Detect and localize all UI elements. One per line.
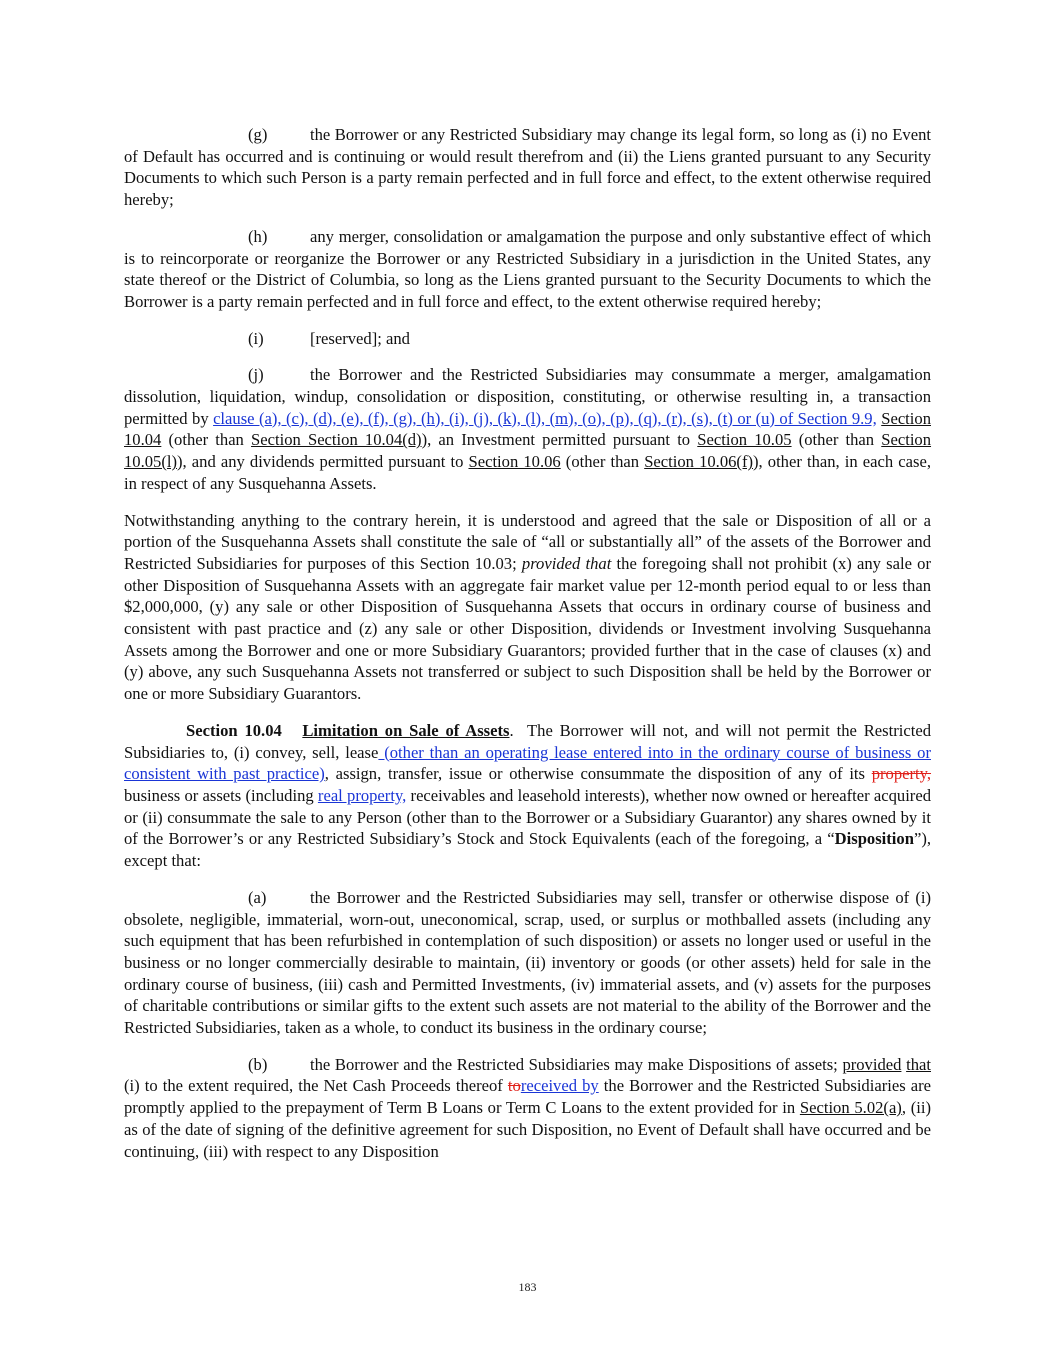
clause-text: [reserved]; and [310,328,410,348]
heading-gap [282,721,303,740]
clause-h [124,226,931,313]
section-text: ”), except that: [124,829,931,871]
section-10-04 [124,720,936,872]
clause-text: the Borrower and the Restricted Subsidiaries may sell, transfer or otherwise dispose of (i) obsolete, negligible, immaterial, worn-out, uneconomical, scrap, used, or surplus or mothballed assets (including any such equipment that has been refurbished in contemplation of such disposition) or assets no longer used or useful in the business or no longer commercially desirable to maintain, (ii) inventory or goods (or other assets) held for sale in the ordinary course of business, (iii) cash and Permitted Investments, (iv) immaterial assets, and (v) assets for the purposes of charitable contributions or similar gifts to the extent such assets are not material to the ability of the Borrower and the Restricted Subsidiaries, taken as a whole, to conduct its business in the ordinary course; [124,887,931,1038]
inserted-text[interactable]: real property, [317,785,407,805]
clause-b [124,1054,931,1163]
clause-label: (g) [248,125,268,144]
provided-term: provided [842,1054,902,1074]
clause-text: ), an Investment permitted pursuant to [421,430,698,450]
section-reference: Section 10.06 [468,452,561,472]
clause-text: (i) to the extent required, the Net Cash Proceeds thereof [124,1076,508,1096]
notwithstanding-paragraph [124,510,931,705]
section-reference: Section Section 10.04(d) [251,430,422,450]
clause-text: the Borrower and the Restricted Subsidiaries may consummate a merger, amalgamation dissolution, liquidation, windup, consolidation or disposition, constituting, or otherwise resulting in, a transaction permitted by [124,365,931,428]
clause-text: the Borrower and the Restricted Subsidiaries may make Dispositions of assets; [310,1054,843,1074]
section-reference: Section 10.06(f) [644,452,753,472]
section-reference: Section 10.05(l) [124,430,932,472]
clause-text: , (ii) as of the date of signing of the definitive agreement for such Disposition, no Event of Default shall have occurred and be continuing, (iii) with respect to any Disposition [124,1098,931,1161]
clause-label: (i) [248,328,264,348]
clause-text: (other than [791,430,882,450]
inserted-text[interactable]: (other than an operating lease entered into in the ordinary course of business or consistent with past practice) [124,742,931,784]
paragraph-text: the foregoing shall not prohibit (x) any sale or other Disposition of Susquehanna Assets with an aggregate fair market value per 12-month period equal to or less than $2,000,000, (y) any sale or other Disposition of Susquehanna Assets that occurs in ordinary course of business and consistent with past practice and (z) any sale or other Disposition, dividends or Investment involving Susquehanna Assets among the Borrower and one or more Subsidiary Guarantors; provided further that in the case of clauses (x) and (y) above, any such Susquehanna Assets not transferred or subject to such Disposition shall be held by the Borrower or one or more Subsidiary Guarantors. [124,553,931,704]
clause-label: (j) [248,365,264,385]
clause-text: the Borrower and the Restricted Subsidiaries are promptly applied to the prepayment of Term B Loans or Term C Loans to the extent provided for in [124,1076,931,1118]
clause-label: (b) [248,1054,268,1074]
section-text: receivables and leasehold interests), whether now owned or hereafter acquired or (ii) consummate the sale to any Person (other than to the Borrower or a Subsidiary Guarantor) any shares owned by it of the Borrower’s or any Restricted Subsidiary’s Stock and Stock Equivalents (each of the foregoing, a “ [124,785,931,849]
clause-i [124,328,931,350]
clause-j [124,364,931,494]
page-number: 183 [518,1280,537,1294]
section-reference: Section 10.05 [697,430,792,450]
section-reference: Section 5.02(a) [799,1098,902,1118]
clause-text: ), other than, in each case, in respect of any Susquehanna Assets. [124,452,931,493]
defined-term-disposition: Disposition [834,829,914,849]
section-number: Section 10.04 [186,720,282,740]
clause-g [124,124,931,211]
clause-a [124,887,931,1039]
section-text: . The Borrower will not, and will not permit the Restricted Subsidiaries to, (i) convey, sell, lease [124,720,936,762]
clause-text: the Borrower or any Restricted Subsidiary may change its legal form, so long as (i) no Event of Default has occurred and is continuing or would result therefrom and (ii) the Liens granted pursuant to any Security Documents to which such Person is a party remain perfected and in full force and effect, to the extent otherwise required hereby; [124,125,931,210]
deleted-text: to [507,1076,521,1096]
section-reference: Section 10.04 [124,408,931,450]
clause-text: ), and any dividends permitted pursuant to [177,452,469,472]
section-text: , assign, transfer, issue or otherwise consummate the disposition of any of its [324,764,872,784]
section-title: Limitation on Sale of Assets [302,720,510,740]
deleted-text: property, [871,764,932,784]
clause-text: any merger, consolidation or amalgamation the purpose and only substantive effect of which is to reincorporate or reorganize the Borrower or any Restricted Subsidiary in a jurisdiction in the United States, any state thereof or the District of Columbia, so long as the Liens granted pursuant to the Security Documents to which the Borrower is a party remain perfected and in full force and effect, to the extent otherwise required hereby; [124,226,931,311]
inserted-cross-reference-link[interactable]: clause (a), (c), (d), (e), (f), (g), (h), (i), (j), (k), (l), (m), (o), (p), (q), (r), (s), (t) or (u) of Section 9.9, [213,408,877,428]
clause-text: (other than [560,452,645,472]
that-term: that [906,1054,931,1074]
clause-label: (a) [248,887,267,907]
document-page [124,124,936,1177]
inserted-text[interactable]: received by [520,1076,599,1096]
provided-that-italic: provided that [521,553,612,573]
clause-text: (other than [161,430,252,450]
section-text: business or assets (including [124,785,318,805]
clause-label: (h) [248,226,268,246]
paragraph-text: Notwithstanding anything to the contrary herein, it is understood and agreed that the sale or Disposition of all or a portion of the Susquehanna Assets shall constitute the sale of “all or substantially all” of the assets of the Borrower and Restricted Subsidiaries for purposes of this Section 10.03; [124,510,931,573]
